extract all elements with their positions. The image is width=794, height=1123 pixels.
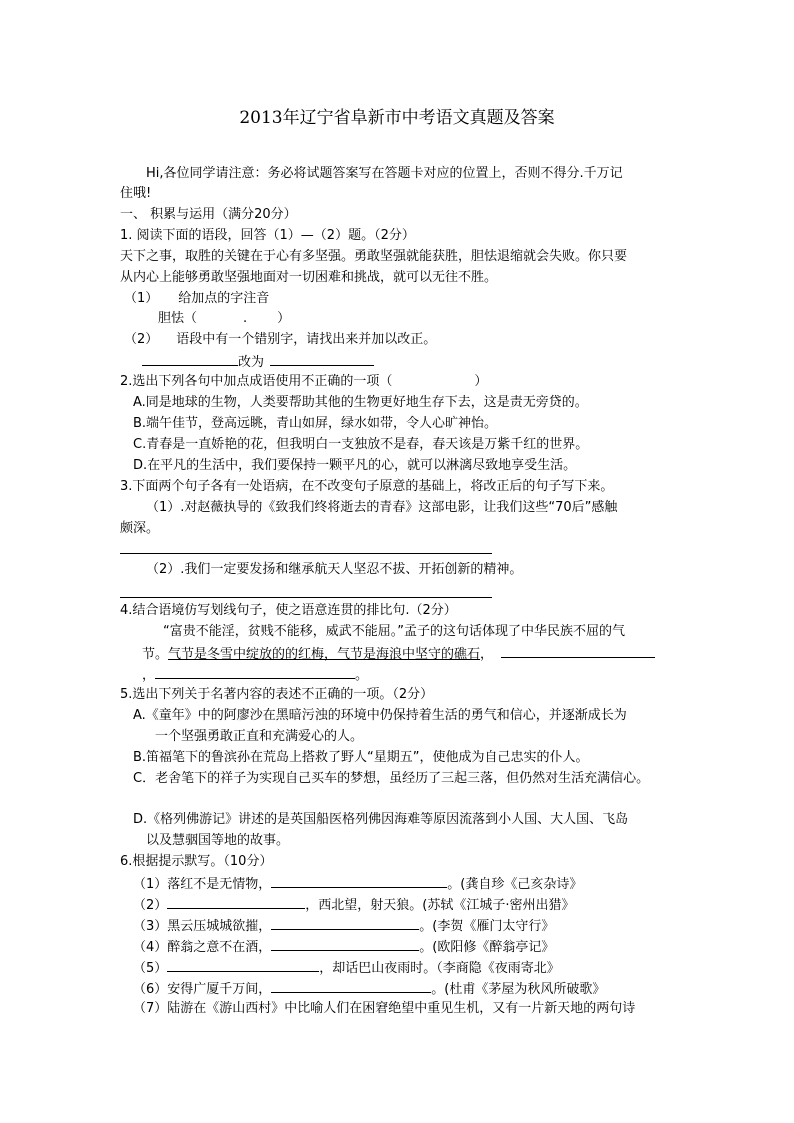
q6-item	[133, 978, 605, 1000]
q6-item-text: （6）安得广厦千万间，	[133, 982, 272, 997]
q2-stem-line	[120, 372, 487, 392]
q6-item-text: （4）醉翁之意不在酒，	[133, 940, 272, 955]
q5-option-d-2: 以及慧骃国等地的故事。	[146, 833, 290, 848]
q6-item-source: ，西北望，射天狼。(苏轼《江城子·密州出猎》	[305, 898, 575, 913]
q6-item	[133, 936, 554, 958]
q6-item-source: 。(杜甫《茅屋为秋风所破歌》	[431, 982, 606, 997]
q3-s1-line-1: （1）.对赵薇执导的《致我们终将逝去的青春》这部电影，让我们这些“70后”感触	[146, 500, 618, 515]
answer-blank[interactable]	[142, 351, 238, 366]
answer-blank[interactable]	[271, 936, 419, 951]
q6-item-source: 。(李贺《雁门太守行》	[419, 919, 555, 934]
q3-s2: （2）.我们一定要发扬和继承航天人坚忍不拔、开拓创新的精神。	[146, 562, 523, 577]
q1-sub2-answer	[142, 351, 374, 373]
q6-item-7: （7）陆游在《游山西村》中比喻人们在困窘绝望中重见生机，又有一片新天地的两句诗	[133, 1001, 636, 1016]
q6-item	[133, 957, 560, 979]
q6-item-source: 。(龚自珍《己亥杂诗》	[447, 877, 583, 892]
q3-s1-line-2: 颇深。	[120, 521, 160, 536]
answer-blank[interactable]	[271, 978, 431, 993]
q4-line-2	[142, 643, 655, 665]
q1-sub1-answer	[158, 309, 290, 329]
q1-sub1	[124, 289, 269, 309]
q1-stem: 1. 阅读下面的语段，回答（1）—（2）题。（2分）	[120, 228, 415, 243]
q1-sub2-change: 改为	[238, 355, 265, 370]
q6-stem: 6.根据提示默写。（10分）	[120, 854, 273, 869]
answer-blank[interactable]	[271, 915, 419, 930]
answer-blank[interactable]	[270, 351, 374, 366]
answer-blank[interactable]	[501, 643, 655, 658]
page-title: 2013年辽宁省阜新市中考语文真题及答案	[239, 108, 555, 128]
q1-sub1-dot: .	[243, 311, 248, 326]
q6-item-source: ，却话巴山夜雨时。（李商隐《夜雨寄北》	[319, 961, 560, 976]
q5-option-c: C．老舍笔下的祥子为实现自己买车的梦想，虽经历了三起三落，但仍然对生活充满信心。	[133, 771, 650, 786]
q2-option-b: B.端午佳节，登高远眺，青山如屏，绿水如带，令人心旷神怡。	[133, 416, 498, 431]
q5-option-b: B.笛福笔下的鲁滨孙在荒岛上搭救了野人“星期五”，使他成为自己忠实的仆人。	[133, 750, 589, 765]
q6-item-text: （2）	[133, 898, 168, 913]
q5-option-a-2: 一个坚强勇敢正直和充满爱心的人。	[155, 729, 364, 744]
q6-item	[133, 894, 575, 916]
q2-option-d: D.在平凡的生活中，我们要保持一颗平凡的心，就可以淋漓尽致地享受生活。	[133, 458, 577, 473]
q4-line-2-pre: 节。	[142, 647, 169, 662]
q4-line-3-post: 。	[355, 668, 369, 683]
q6-item-text: （1）落红不是无情物，	[133, 877, 272, 892]
q4-line-3-pre: ，	[142, 668, 156, 683]
q6-item-text: （3）黑云压城城欲摧，	[133, 919, 272, 934]
q1-sub1-text: 给加点的字注音	[178, 291, 270, 306]
q2-option-a: A.同是地球的生物，人类要帮助其他的生物更好地生存下去，这是责无旁贷的。	[133, 395, 588, 410]
q4-stem: 4.结合语境仿写划线句子，使之语意连贯的排比句.（2分）	[120, 603, 457, 618]
answer-blank[interactable]	[155, 664, 355, 679]
notice-line-2: 住哦!	[120, 186, 152, 201]
q2-stem: 2.选出下列各句中加点成语使用不正确的一项（	[120, 374, 393, 389]
answer-blank[interactable]	[167, 957, 319, 972]
q1-sub1-close: ）	[277, 311, 291, 326]
q4-underlined-sentence: 气节是冬雪中绽放的的红梅，气节是海浪中坚守的礁石	[168, 647, 481, 662]
answer-line[interactable]	[120, 597, 492, 598]
q1-sub1-word: 胆怯（	[158, 311, 198, 326]
q6-item-source: 。(欧阳修《醉翁亭记》	[419, 940, 555, 955]
answer-line[interactable]	[120, 553, 492, 554]
q6-item	[133, 873, 582, 895]
q1-sub2-text: 语段中有一个错别字，请找出来并加以改正。	[176, 332, 437, 347]
notice-line-1: Hi,各位同学请注意：务必将试题答案写在答题卡对应的位置上，否则不得分.千万记	[146, 166, 623, 181]
q4-line-1: “富贵不能淫，贫贱不能移，威武不能屈。”孟子的这句话体现了中华民族不屈的气	[163, 624, 625, 639]
answer-blank[interactable]	[167, 894, 305, 909]
q2-stem-close: ）	[474, 374, 488, 389]
q6-item-text: （5）	[133, 961, 168, 976]
q1-passage-2: 从内心上能够勇敢坚强地面对一切困难和挑战，就可以无往不胜。	[120, 270, 498, 285]
q1-passage-1: 天下之事，取胜的关键在于心有多坚强。勇敢坚强就能获胜，胆怯退缩就会失败。你只要	[120, 249, 628, 264]
answer-blank[interactable]	[271, 873, 447, 888]
q2-option-c: C.青春是一直娇艳的花，但我明白一支独放不是春，春天该是万紫千红的世界。	[133, 437, 589, 452]
q5-stem: 5.选出下列关于名著内容的表述不正确的一项。（2分）	[120, 687, 434, 702]
q3-stem: 3.下面两个句子各有一处语病，在不改变句子原意的基础上，将改正后的句子写下来。	[120, 479, 614, 494]
section-heading: 一、 积累与运用（满分20分）	[120, 207, 297, 222]
q4-line-2-post: ，	[480, 647, 494, 662]
q5-option-a-1: A.《童年》中的阿廖沙在黑暗污浊的环境中仍保持着生活的勇气和信心，并逐渐成长为	[133, 708, 627, 723]
q1-sub2-number: （2）	[124, 332, 159, 347]
q4-line-3	[142, 664, 368, 686]
q5-option-d-1: D.《格列佛游记》讲述的是英国船医格列佛因海难等原因流落到小人国、大人国、飞岛	[133, 812, 629, 827]
q1-sub2	[124, 330, 436, 350]
q6-item	[133, 915, 554, 937]
q1-sub1-number: （1）	[124, 291, 159, 306]
